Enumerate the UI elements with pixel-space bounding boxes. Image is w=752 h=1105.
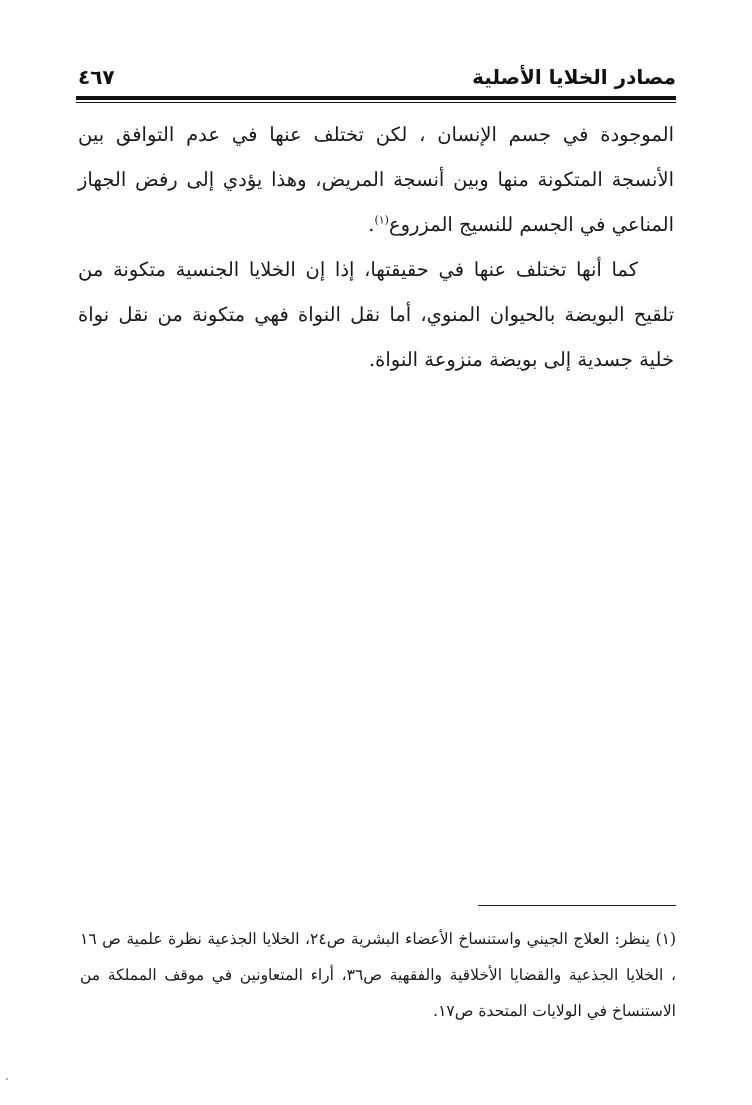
paragraph-2: كما أنها تختلف عنها في حقيقتها، إذا إن الخلايا الجنسية متكونة من تلقيح البويضة بالحيوان المنوي، أما نقل النواة فهي متكونة من نقل نواة خلية جسدية إلى بويضة منزوعة النواة. [78, 258, 674, 371]
scan-speck [6, 1078, 8, 1080]
main-text [78, 112, 674, 382]
header-rule-thick [76, 96, 676, 100]
paragraph-1-end: . [368, 213, 375, 236]
footnotes [80, 921, 676, 1029]
footnote-1: (١) ينظر: العلاج الجيني واستنساخ الأعضاء البشرية ص٢٤، الخلايا الجذعية نظرة علمية ص ١٦ ، الخلايا الجذعية والقضايا الأخلاقية والفقهية ص٣٦، أراء المتعاونين في موقف المملكة من الاستنساخ في الولايات المتحدة ص١٧. [80, 930, 677, 1020]
running-header [78, 62, 676, 92]
running-title: مصادر الخلايا الأصلية [472, 65, 676, 89]
paragraph-1-text: الموجودة في جسم الإنسان ، لكن تختلف عنها في عدم التوافق بين الأنسجة المتكونة منها وبين أنسجة المريض، وهذا يؤدي إلى رفض الجهاز المناعي في الجسم للنسيج المزروع [78, 123, 674, 236]
footnote-separator [478, 905, 676, 906]
page-number: ٤٦٧ [78, 65, 115, 89]
paragraph-1 [78, 112, 674, 247]
header-rule-thin [76, 102, 676, 103]
footnote-reference[interactable]: (١) [374, 213, 389, 227]
